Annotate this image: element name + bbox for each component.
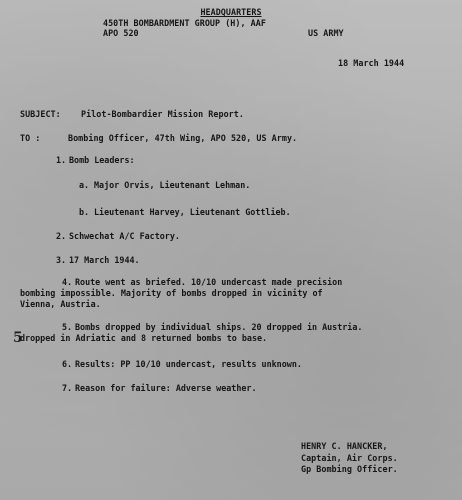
signature-title: Gp Bombing Officer. — [301, 464, 398, 474]
army-label: US ARMY — [308, 28, 344, 38]
item-4-line-2: bombing impossible. Majority of bombs dropped in vicinity of — [20, 288, 323, 298]
item-1-text: Bomb Leaders: — [69, 155, 135, 165]
item-1a-text: Major Orvis, Lieutenant Lehman. — [94, 180, 251, 190]
apo-number: APO 520 — [103, 28, 139, 38]
to-text: Bombing Officer, 47th Wing, APO 520, US Army. — [68, 133, 298, 143]
handwritten-number: 5 — [13, 330, 23, 346]
headquarters-heading: HEADQUARTERS — [200, 7, 262, 17]
report-date: 18 March 1944 — [338, 58, 405, 68]
item-6-number: 6. — [62, 359, 73, 369]
to-label: TO : — [20, 133, 41, 143]
item-1-number: 1. — [56, 155, 67, 165]
item-1b-text: Lieutenant Harvey, Lieutenant Gottlieb. — [94, 207, 291, 217]
signature-rank: Captain, Air Corps. — [301, 453, 398, 463]
group-name: 450TH BOMBARDMENT GROUP (H), AAF — [103, 18, 266, 28]
item-4-line-3: Vienna, Austria. — [20, 299, 101, 309]
item-5-line-1: Bombs dropped by individual ships. 20 dropped in Austria. — [75, 322, 363, 332]
item-1b-label: b. — [79, 207, 90, 217]
item-6-text: Results: PP 10/10 undercast, results unknown. — [75, 359, 302, 369]
item-7-number: 7. — [62, 383, 73, 393]
item-2-number: 2. — [56, 231, 67, 241]
item-4-line-1: Route went as briefed. 10/10 undercast made precision — [75, 277, 343, 287]
item-4-number: 4. — [62, 277, 73, 287]
item-2-text: Schwechat A/C Factory. — [69, 231, 180, 241]
item-5-line-2: dropped in Adriatic and 8 returned bombs to base. — [20, 333, 268, 343]
item-1a-label: a. — [79, 180, 90, 190]
signature-name: HENRY C. HANCKER, — [301, 441, 388, 451]
subject-label: SUBJECT: — [20, 109, 61, 119]
item-7-text: Reason for failure: Adverse weather. — [75, 383, 257, 393]
subject-text: Pilot-Bombardier Mission Report. — [81, 109, 244, 119]
item-3-number: 3. — [56, 255, 67, 265]
item-5-number: 5. — [62, 322, 73, 332]
item-3-text: 17 March 1944. — [69, 255, 140, 265]
